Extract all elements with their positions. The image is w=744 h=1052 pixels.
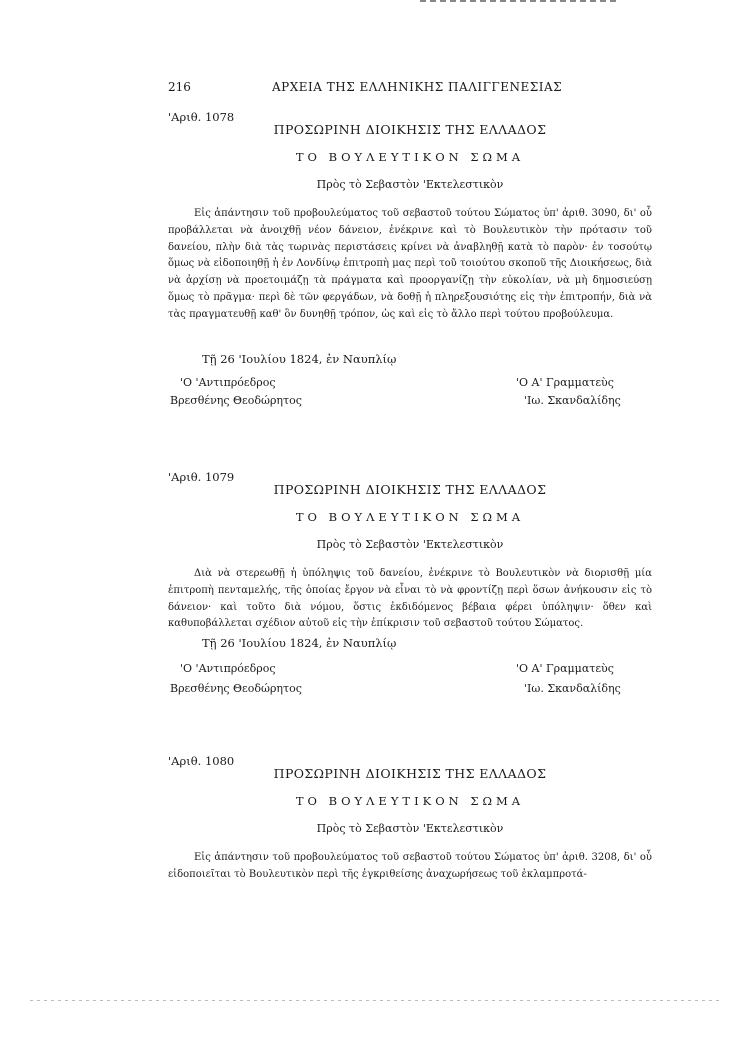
page-number: 216 (168, 80, 191, 94)
document-number: 'Αριθ. 1078 (168, 110, 235, 124)
signatory-right-name: 'Ιω. Σκανδαλίδης (524, 394, 621, 407)
signatory-right-name: 'Ιω. Σκανδαλίδης (524, 682, 621, 695)
addressee: Πρὸς τὸ Σεβαστὸν 'Εκτελεστικὸν (316, 822, 504, 835)
top-edge-rule (420, 0, 620, 2)
document-text: Διὰ νὰ στερεωθῇ ἡ ὑπόληψις τοῦ δανείου, ἐνέκρινε τὸ Βουλευτικὸν νὰ διορισθῇ μία ἐπιτροπὴ πενταμελής, τῆς ὁποίας ἔργον νὰ εἶναι τὸ νὰ φροντίζῃ περὶ ὅσων ἀνήκουσιν εἰς τὸ δάνειον· καὶ τοῦτο διὰ νόμου, ὅστις ἐκδιδόμενος βέβαια φέρει ὑπόληψιν· ὅθεν καὶ καθυποβάλλεται σχέδιον αὐτοῦ εἰς τὴν ἐπίκρισιν τοῦ σεβαστοῦ τούτου Σώματος. (168, 568, 652, 630)
issuing-body: ΤΟ ΒΟΥΛΕΥΤΙΚΟΝ ΣΩΜΑ (295, 510, 525, 524)
document-date: Τῇ 26 'Ιουλίου 1824, ἐν Ναυπλίῳ (202, 636, 397, 650)
document-number: 'Αριθ. 1079 (168, 470, 235, 484)
signatory-left-title: 'Ο 'Αντιπρόεδρος (180, 376, 276, 389)
signatory-left-name: Βρεσθένης Θεοδώρητος (170, 394, 302, 407)
document-date: Τῇ 26 'Ιουλίου 1824, ἐν Ναυπλίῳ (202, 352, 397, 366)
signatory-left-name: Βρεσθένης Θεοδώρητος (170, 682, 302, 695)
addressee: Πρὸς τὸ Σεβαστὸν 'Εκτελεστικὸν (316, 538, 504, 551)
authority-heading: ΠΡΟΣΩΡΙΝΗ ΔΙΟΙΚΗΣΙΣ ΤΗΣ ΕΛΛΑΔΟΣ (273, 766, 547, 781)
authority-heading: ΠΡΟΣΩΡΙΝΗ ΔΙΟΙΚΗΣΙΣ ΤΗΣ ΕΛΛΑΔΟΣ (273, 482, 547, 497)
issuing-body: ΤΟ ΒΟΥΛΕΥΤΙΚΟΝ ΣΩΜΑ (295, 794, 525, 808)
signatory-right-title: 'Ο Α' Γραμματεὺς (516, 376, 614, 389)
document-number: 'Αριθ. 1080 (168, 754, 235, 768)
document-text: Εἰς ἀπάντησιν τοῦ προβουλεύματος τοῦ σεβαστοῦ τούτου Σώματος ὑπ' ἀριθ. 3090, δι' οὗ προβάλλεται νὰ ἀνοιχθῇ νέον δάνειον, ἐνέκρινε καὶ τὸ Βουλευτικὸν τὴν πρότασιν τοῦ δανείου, πλὴν διὰ τὰς τωρινὰς περιστάσεις κρίνει νὰ ἀναβληθῇ κατὰ τὸ παρὸν· ἐν τοσούτῳ ὅμως νὰ εἰδοποιηθῇ ἡ ἐν Λονδίνῳ ἐπιτροπὴ μας περὶ τοῦ τοιούτου σκοποῦ τῆς Διοικήσεως, διὰ νὰ ἀρχίσῃ νὰ προετοιμάζῃ τὰ πράγματα καὶ προοργανίζῃ τὴν εὐκολίαν, νὰ μὴ δημοσιεύσῃ ὅμως τὸ πρᾶγμα· περὶ δὲ τῶν φεργάδων, νὰ δοθῇ ἡ πληρεξουσιότης εἰς τὴν ἐπιτροπήν, διὰ νὰ τὰς πραγματευθῇ καθ' ὃν δυνηθῇ τρόπον, ὡς καὶ εἰς τὸ ἄλλο περὶ τούτου προβούλευμα. (168, 208, 652, 320)
issuing-body: ΤΟ ΒΟΥΛΕΥΤΙΚΟΝ ΣΩΜΑ (295, 150, 525, 164)
running-title: ΑΡΧΕΙΑ ΤΗΣ ΕΛΛΗΝΙΚΗΣ ΠΑΛΙΓΓΕΝΕΣΙΑΣ (272, 80, 563, 94)
bottom-edge-rule (30, 1000, 720, 1001)
document-text: Εἰς ἀπάντησιν τοῦ προβουλεύματος τοῦ σεβαστοῦ τούτου Σώματος ὑπ' ἀριθ. 3208, δι' οὗ εἰδοποιεῖται τὸ Βουλευτικὸν περὶ τῆς ἐγκριθείσης ἀναχωρήσεως τοῦ ἐκλαμπροτά- (168, 852, 652, 880)
signatory-left-title: 'Ο 'Αντιπρόεδρος (180, 662, 276, 675)
authority-heading: ΠΡΟΣΩΡΙΝΗ ΔΙΟΙΚΗΣΙΣ ΤΗΣ ΕΛΛΑΔΟΣ (273, 122, 547, 137)
signatory-right-title: 'Ο Α' Γραμματεὺς (516, 662, 614, 675)
addressee: Πρὸς τὸ Σεβαστὸν 'Εκτελεστικὸν (316, 178, 504, 191)
